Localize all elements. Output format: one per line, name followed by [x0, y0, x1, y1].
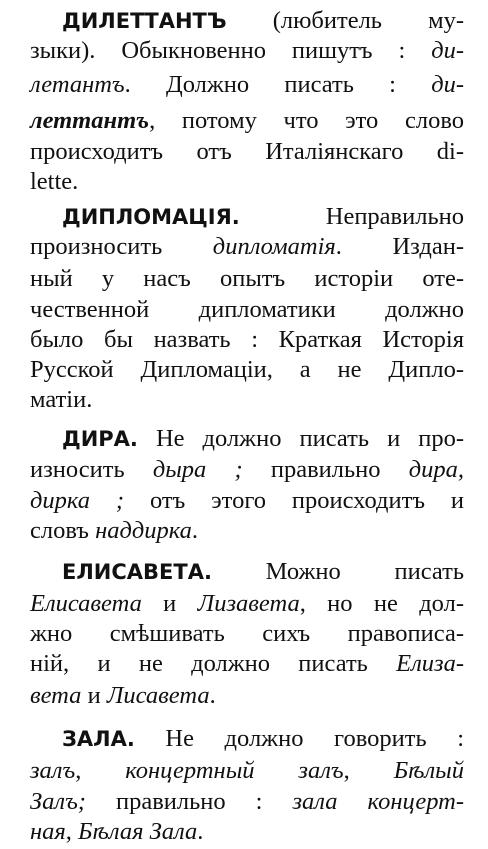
entry-line — [62, 6, 464, 36]
entry-line — [30, 486, 464, 516]
entry-line — [30, 36, 464, 66]
italic-word: дирка ; — [30, 487, 125, 514]
entry-text: чественной дипломатики должно — [30, 296, 464, 323]
italic-word: ди- — [431, 37, 464, 64]
entry-text: , — [343, 757, 394, 784]
entry-text: отъ этого происходитъ и — [124, 487, 465, 514]
entry-line — [30, 649, 464, 679]
entry-text: матіи. — [30, 386, 93, 413]
italic-word: концертный залъ — [125, 757, 344, 784]
italic-word: ная — [30, 818, 66, 845]
entry-line — [30, 137, 464, 167]
entry-headword: ДИРА. — [62, 427, 138, 451]
entry-line — [30, 817, 203, 847]
entry-line — [30, 106, 464, 136]
entry-text: происходитъ отъ Италіянскаго di- — [30, 138, 464, 165]
entry-text: ный у насъ опытъ исторіи оте- — [30, 265, 464, 292]
italic-word: летантъ — [30, 71, 125, 98]
italic-word: ди- — [431, 71, 464, 98]
entry-text: правильно — [242, 456, 409, 483]
entry-text: зыки). Обыкновенно пишутъ : — [30, 37, 432, 64]
entry-text: правильно : — [85, 788, 293, 815]
entry-line — [62, 424, 464, 454]
italic-word: дира, — [408, 456, 464, 483]
entry-line — [62, 724, 464, 754]
italic-word: наддирка — [95, 517, 192, 544]
entry-line — [62, 557, 464, 587]
entry-text: (любитель му- — [226, 7, 464, 34]
entry-text: . Должно писать : — [124, 71, 432, 98]
entry-text: Русской Дипломаціи, а не Дипло- — [30, 356, 464, 383]
entry-text: . — [191, 517, 199, 544]
entry-line — [30, 355, 464, 385]
entry-text: , — [75, 757, 126, 784]
entry-text: Не должно писать и про- — [137, 425, 464, 452]
italic-word: залъ — [30, 757, 76, 784]
entry-line — [30, 681, 216, 711]
entry-text: Неправильно — [325, 203, 464, 230]
entry-line — [30, 455, 464, 485]
italic-word: дыра ; — [152, 456, 243, 483]
entry-headword: ЕЛИСАВЕТА. — [62, 560, 212, 584]
italic-word: Лизавета — [197, 590, 300, 617]
entry-text: словъ — [30, 517, 96, 544]
entry-line — [30, 385, 92, 415]
entry-text: . — [197, 818, 204, 845]
entry-headword: ДИЛЕТТАНТЪ — [62, 9, 227, 33]
italic-word: зала концерт- — [292, 788, 464, 815]
italic-word: Елиза- — [396, 650, 464, 677]
entry-text: было бы назвать : Краткая Исторія — [30, 326, 464, 353]
entry-line — [30, 516, 198, 546]
italic-word: Залъ; — [30, 788, 86, 815]
entry-line — [30, 756, 464, 786]
entry-text: , потому что это слово — [149, 107, 464, 134]
entry-text: ній, и не должно писать — [30, 650, 397, 677]
entry-line — [30, 589, 464, 619]
entry-text: . Издан- — [335, 233, 464, 260]
entry-line — [30, 167, 78, 197]
entry-text: Можно писать — [265, 558, 464, 585]
entry-text: и — [81, 682, 107, 709]
entry-text: произносить — [30, 233, 213, 260]
entry-line — [30, 264, 464, 294]
entry-text: износить — [30, 456, 153, 483]
entry-text: и — [141, 590, 198, 617]
entry-headword: ДИПЛОМАЦІЯ. — [62, 205, 240, 229]
entry-text: lette. — [30, 168, 79, 195]
italic-word: Елисавета — [30, 590, 142, 617]
italic-word: вета — [30, 682, 82, 709]
italic-word: леттантъ — [30, 107, 150, 134]
entry-line — [30, 232, 464, 262]
italic-word: дипломатія — [212, 233, 336, 260]
italic-word: Лисавета — [106, 682, 210, 709]
italic-word: Бѣлая Зала — [78, 818, 198, 845]
italic-word: Бѣлый — [393, 757, 465, 784]
entry-headword: ЗАЛА. — [62, 727, 135, 751]
entry-text: . — [209, 682, 216, 709]
entry-text: , но не дол- — [299, 590, 464, 617]
entry-line — [30, 619, 464, 649]
entry-text: Не должно говорить : — [165, 725, 464, 752]
entry-line — [30, 70, 464, 100]
entry-line — [30, 325, 464, 355]
entry-line — [30, 787, 464, 817]
entry-line — [62, 202, 464, 232]
entry-line — [30, 295, 464, 325]
entry-text: , — [65, 818, 79, 845]
entry-text: жно смѣшивать сихъ правописа- — [30, 620, 464, 647]
